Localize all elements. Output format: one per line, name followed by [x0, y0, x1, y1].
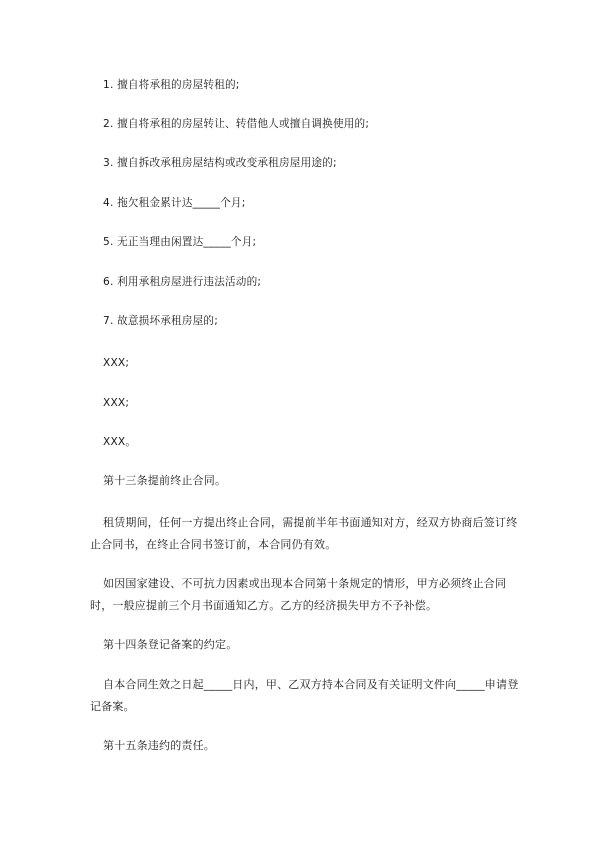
placeholder-item: XXX。	[103, 436, 137, 448]
list-item: 5. 无正当理由闲置达_____个月;	[103, 236, 257, 248]
list-item: 3. 擅自拆改承租房屋结构或改变承租房屋用途的;	[103, 157, 337, 169]
placeholder-item: XXX;	[103, 397, 130, 409]
list-item: 2. 擅自将承租的房屋转让、转借他人或擅自调换使用的;	[103, 118, 370, 130]
article-13-paragraph-1: 租赁期间，任何一方提出终止合同，需提前半年书面通知对方，经双方协商后签订终止合同书，在终止合同书签订前，本合同仍有效。	[90, 516, 518, 551]
list-item: 1. 擅自将承租的房屋转租的;	[103, 79, 240, 91]
list-item: 6. 利用承租房屋进行违法活动的;	[103, 276, 262, 288]
article-14-paragraph: 自本合同生效之日起_____日内，甲、乙双方持本合同及有关证明文件向_____申请登记备案。	[90, 678, 519, 713]
placeholder-item: XXX;	[103, 357, 130, 369]
article-13-heading: 第十三条提前终止合同。	[103, 474, 227, 487]
article-13-paragraph-2: 如因国家建设、不可抗力因素或出现本合同第十条规定的情形，甲方必须终止合同时，一般应提前三个月书面通知乙方。乙方的经济损失甲方不予补偿。	[90, 577, 507, 612]
list-item: 7. 故意损坏承租房屋的;	[103, 315, 218, 327]
article-15-heading: 第十五条违约的责任。	[103, 739, 215, 752]
article-14-heading: 第十四条登记备案的约定。	[103, 638, 238, 651]
list-item: 4. 拖欠租金累计达_____个月;	[103, 197, 246, 209]
